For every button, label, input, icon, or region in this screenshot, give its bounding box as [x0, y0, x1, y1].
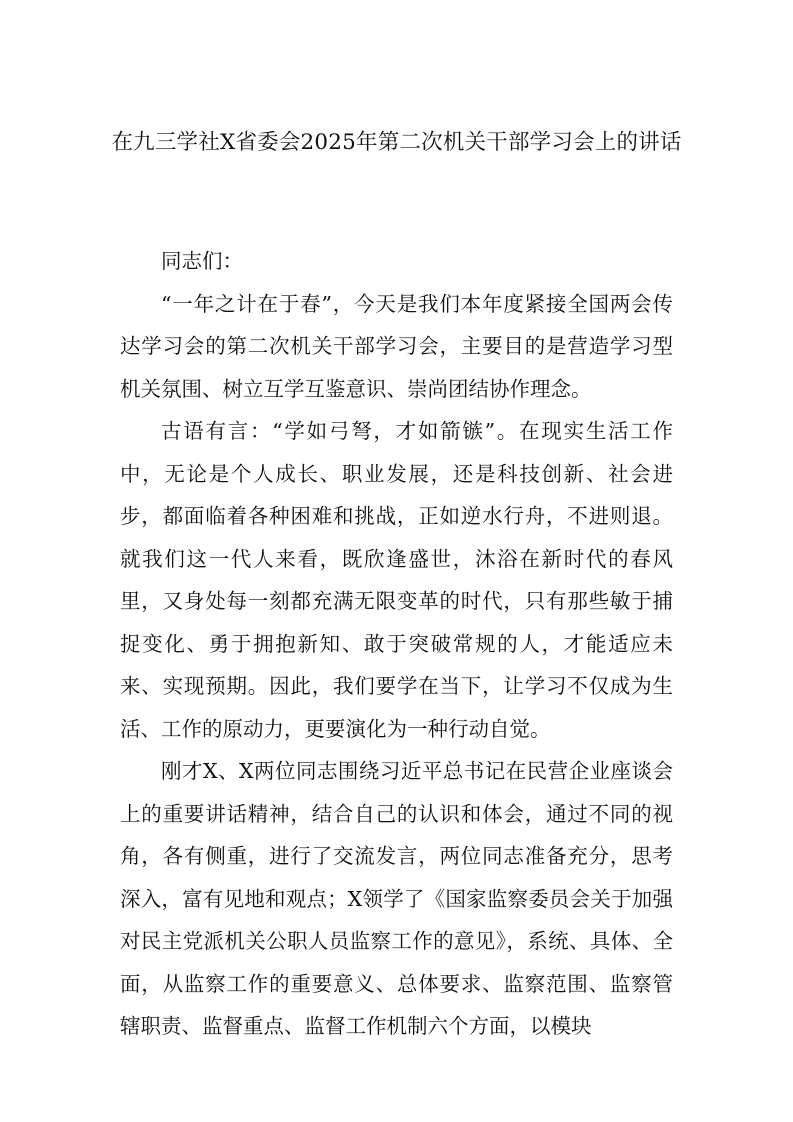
- exchange-paragraph: 刚才X、X两位同志围绕习近平总书记在民营企业座谈会上的重要讲话精神，结合自己的认识和体会，通过不同的视角，各有侧重，进行了交流发言，两位同志准备充分，思考深入，富有见地和观点；X领学了《国家监察委员会关于加强对民主党派机关公职人员监察工作的意见》，系统、具体、全面，从监察工作的重要意义、总体要求、监察范围、监察管辖职责、监督重点、监督工作机制六个方面，以模块: [120, 759, 673, 1038]
- document-body: [120, 240, 673, 1048]
- document-title: 在九三学社X省委会2025年第二次机关干部学习会上的讲话: [111, 130, 682, 155]
- opening-paragraph: “一年之计在于春”，今天是我们本年度紧接全国两会传达学习会的第二次机关干部学习会，主要目的是营造学习型机关氛围、树立互学互鉴意识、崇尚团结协作理念。: [120, 291, 673, 401]
- learning-paragraph: 古语有言：“学如弓弩，才如箭镞”。在现实生活工作中，无论是个人成长、职业发展，还是科技创新、社会进步，都面临着各种困难和挑战，正如逆水行舟，不进则退。就我们这一代人来看，既欣逢盛世，沐浴在新时代的春风里，又身处每一刻都充满无限变革的时代，只有那些敏于捕捉变化、勇于拥抱新知、敢于突破常规的人，才能适应未来、实现预期。因此，我们要学在当下，让学习不仅成为生活、工作的原动力，更要演化为一种行动自觉。: [120, 419, 673, 741]
- salutation-paragraph: 同志们：: [161, 249, 243, 273]
